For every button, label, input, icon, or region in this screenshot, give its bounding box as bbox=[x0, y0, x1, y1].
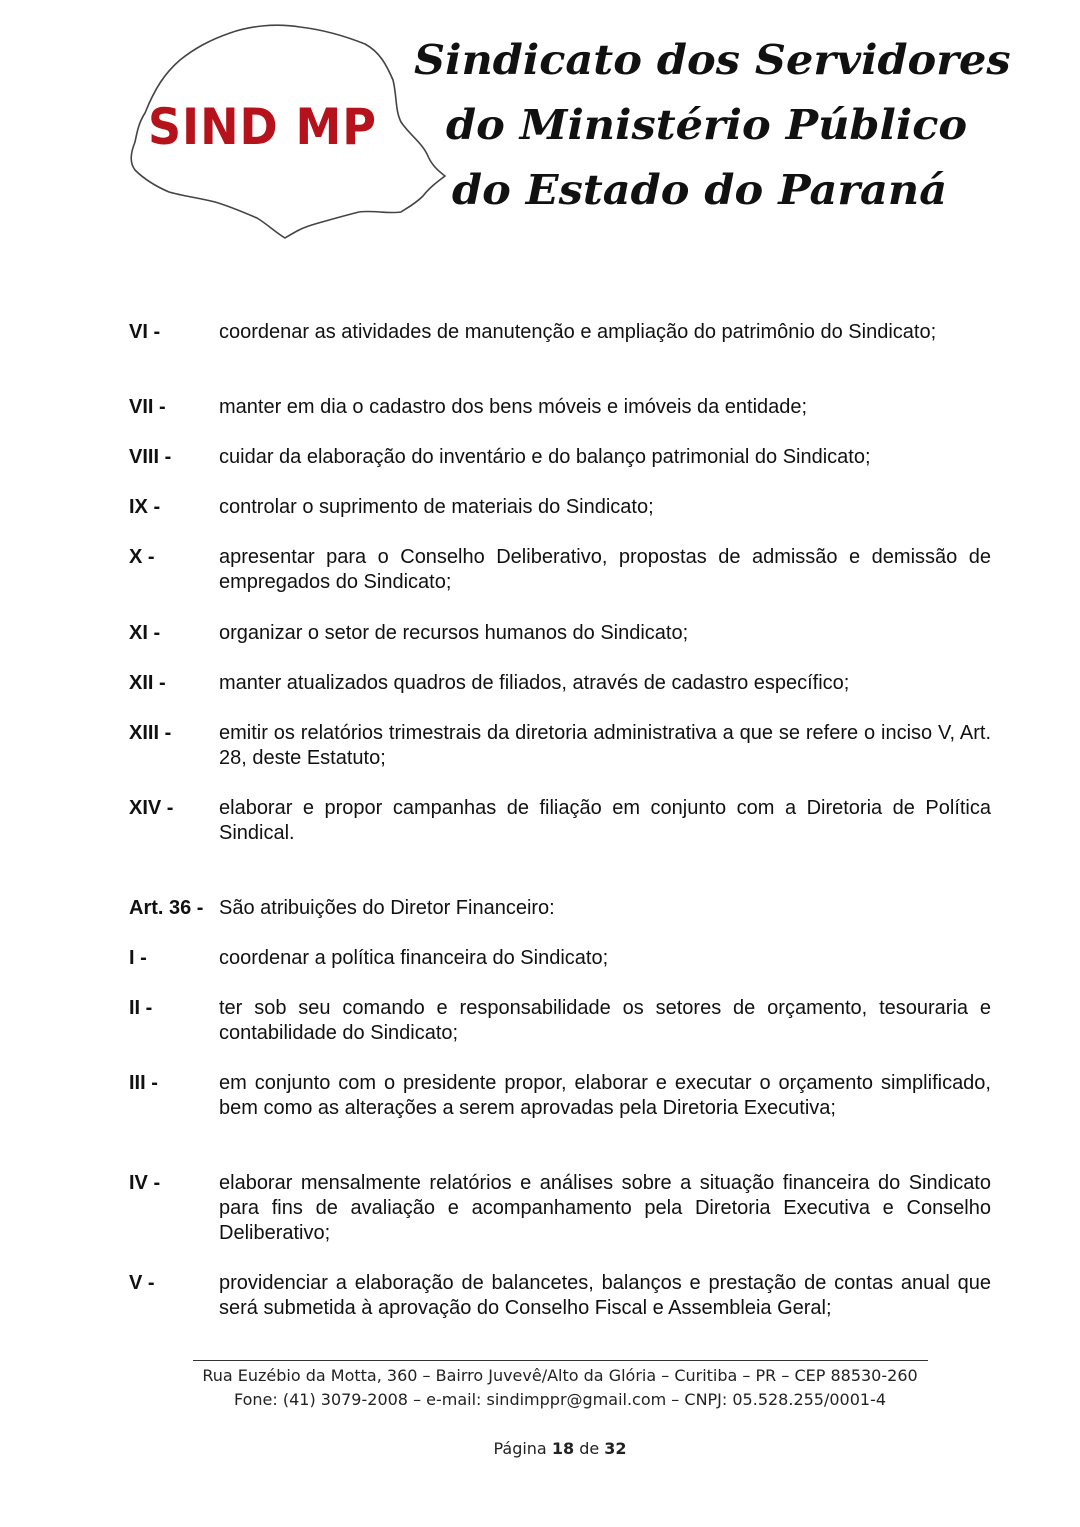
article-text: São atribuições do Diretor Financeiro: bbox=[219, 897, 555, 919]
list-item bbox=[129, 545, 991, 595]
item-text: ter sob seu comando e responsabilidade os setores de orçamento, tesouraria e contabilidade do Sindicato; bbox=[219, 997, 991, 1044]
letterhead bbox=[0, 0, 1080, 260]
list-item bbox=[129, 621, 991, 646]
item-text: controlar o suprimento de materiais do Sindicato; bbox=[219, 496, 654, 518]
item-text: em conjunto com o presidente propor, elaborar e executar o orçamento simplificado, bem como as alterações a serem aprovadas pela Diretoria Executiva; bbox=[219, 1072, 991, 1119]
item-text: cuidar da elaboração do inventário e do balanço patrimonial do Sindicato; bbox=[219, 446, 871, 468]
item-text: organizar o setor de recursos humanos do Sindicato; bbox=[219, 622, 689, 644]
list-item bbox=[129, 996, 991, 1046]
item-label: XIV - bbox=[129, 797, 174, 819]
item-text: manter atualizados quadros de filiados, através de cadastro específico; bbox=[219, 672, 850, 694]
sindmp-logo: SIND MP bbox=[148, 98, 377, 156]
item-label: VI - bbox=[129, 321, 161, 343]
page-current: 18 bbox=[551, 1439, 575, 1458]
list-item bbox=[129, 445, 991, 470]
org-name-line-2: do Ministério Público bbox=[446, 101, 968, 149]
item-text: coordenar as atividades de manutenção e ampliação do patrimônio do Sindicato; bbox=[219, 321, 937, 343]
footer-address: Rua Euzébio da Motta, 360 – Bairro Juvevê/Alto da Glória – Curitiba – PR – CEP 88530-260 bbox=[202, 1366, 918, 1385]
list-item bbox=[129, 395, 991, 420]
list-item bbox=[129, 671, 991, 696]
page-total: 32 bbox=[604, 1439, 627, 1458]
item-text: coordenar a política financeira do Sindicato; bbox=[219, 947, 609, 969]
item-label: V - bbox=[129, 1272, 155, 1294]
item-text: providenciar a elaboração de balancetes, balanços e prestação de contas anual que será submetida à aprovação do Conselho Fiscal e Assembleia Geral; bbox=[219, 1272, 991, 1319]
item-label: I - bbox=[129, 947, 147, 969]
item-text: manter em dia o cadastro dos bens móveis e imóveis da entidade; bbox=[219, 396, 808, 418]
item-label: IV - bbox=[129, 1172, 161, 1194]
page-number bbox=[0, 1439, 1080, 1458]
item-text: elaborar mensalmente relatórios e análises sobre a situação financeira do Sindicato para fins de avaliação e acompanhamento pela Diretoria Executiva e Conselho Deliberativo; bbox=[219, 1172, 991, 1244]
item-label: XI - bbox=[129, 622, 161, 644]
article-label: Art. 36 - bbox=[129, 897, 204, 919]
item-label: III - bbox=[129, 1072, 158, 1094]
org-name-line-3: do Estado do Paraná bbox=[452, 166, 948, 214]
item-label: XIII - bbox=[129, 722, 172, 744]
item-label: VII - bbox=[129, 396, 166, 418]
item-text: emitir os relatórios trimestrais da diretoria administrativa a que se refere o inciso V, Art. 28, deste Estatuto; bbox=[219, 722, 991, 769]
list-item bbox=[129, 495, 991, 520]
item-text: elaborar e propor campanhas de filiação em conjunto com a Diretoria de Política Sindical. bbox=[219, 797, 991, 844]
item-label: VIII - bbox=[129, 446, 172, 468]
page-prefix: Página bbox=[493, 1439, 547, 1458]
page-sep: de bbox=[579, 1439, 600, 1458]
article-heading bbox=[129, 896, 991, 921]
list-item bbox=[129, 796, 991, 846]
list-item bbox=[129, 1071, 991, 1121]
list-item bbox=[129, 721, 991, 771]
list-item bbox=[129, 320, 991, 345]
list-item bbox=[129, 1271, 991, 1321]
item-text: apresentar para o Conselho Deliberativo, propostas de admissão e demissão de empregados do Sindicato; bbox=[219, 546, 991, 593]
item-label: IX - bbox=[129, 496, 161, 518]
item-label: II - bbox=[129, 997, 153, 1019]
item-label: X - bbox=[129, 546, 155, 568]
footer-contact: Fone: (41) 3079-2008 – e-mail: sindimppr@gmail.com – CNPJ: 05.528.255/0001-4 bbox=[233, 1390, 887, 1409]
footer-divider bbox=[193, 1360, 928, 1361]
list-item bbox=[129, 1171, 991, 1246]
org-name-line-1: Sindicato dos Servidores bbox=[414, 36, 1011, 84]
list-item bbox=[129, 946, 991, 971]
item-label: XII - bbox=[129, 672, 166, 694]
